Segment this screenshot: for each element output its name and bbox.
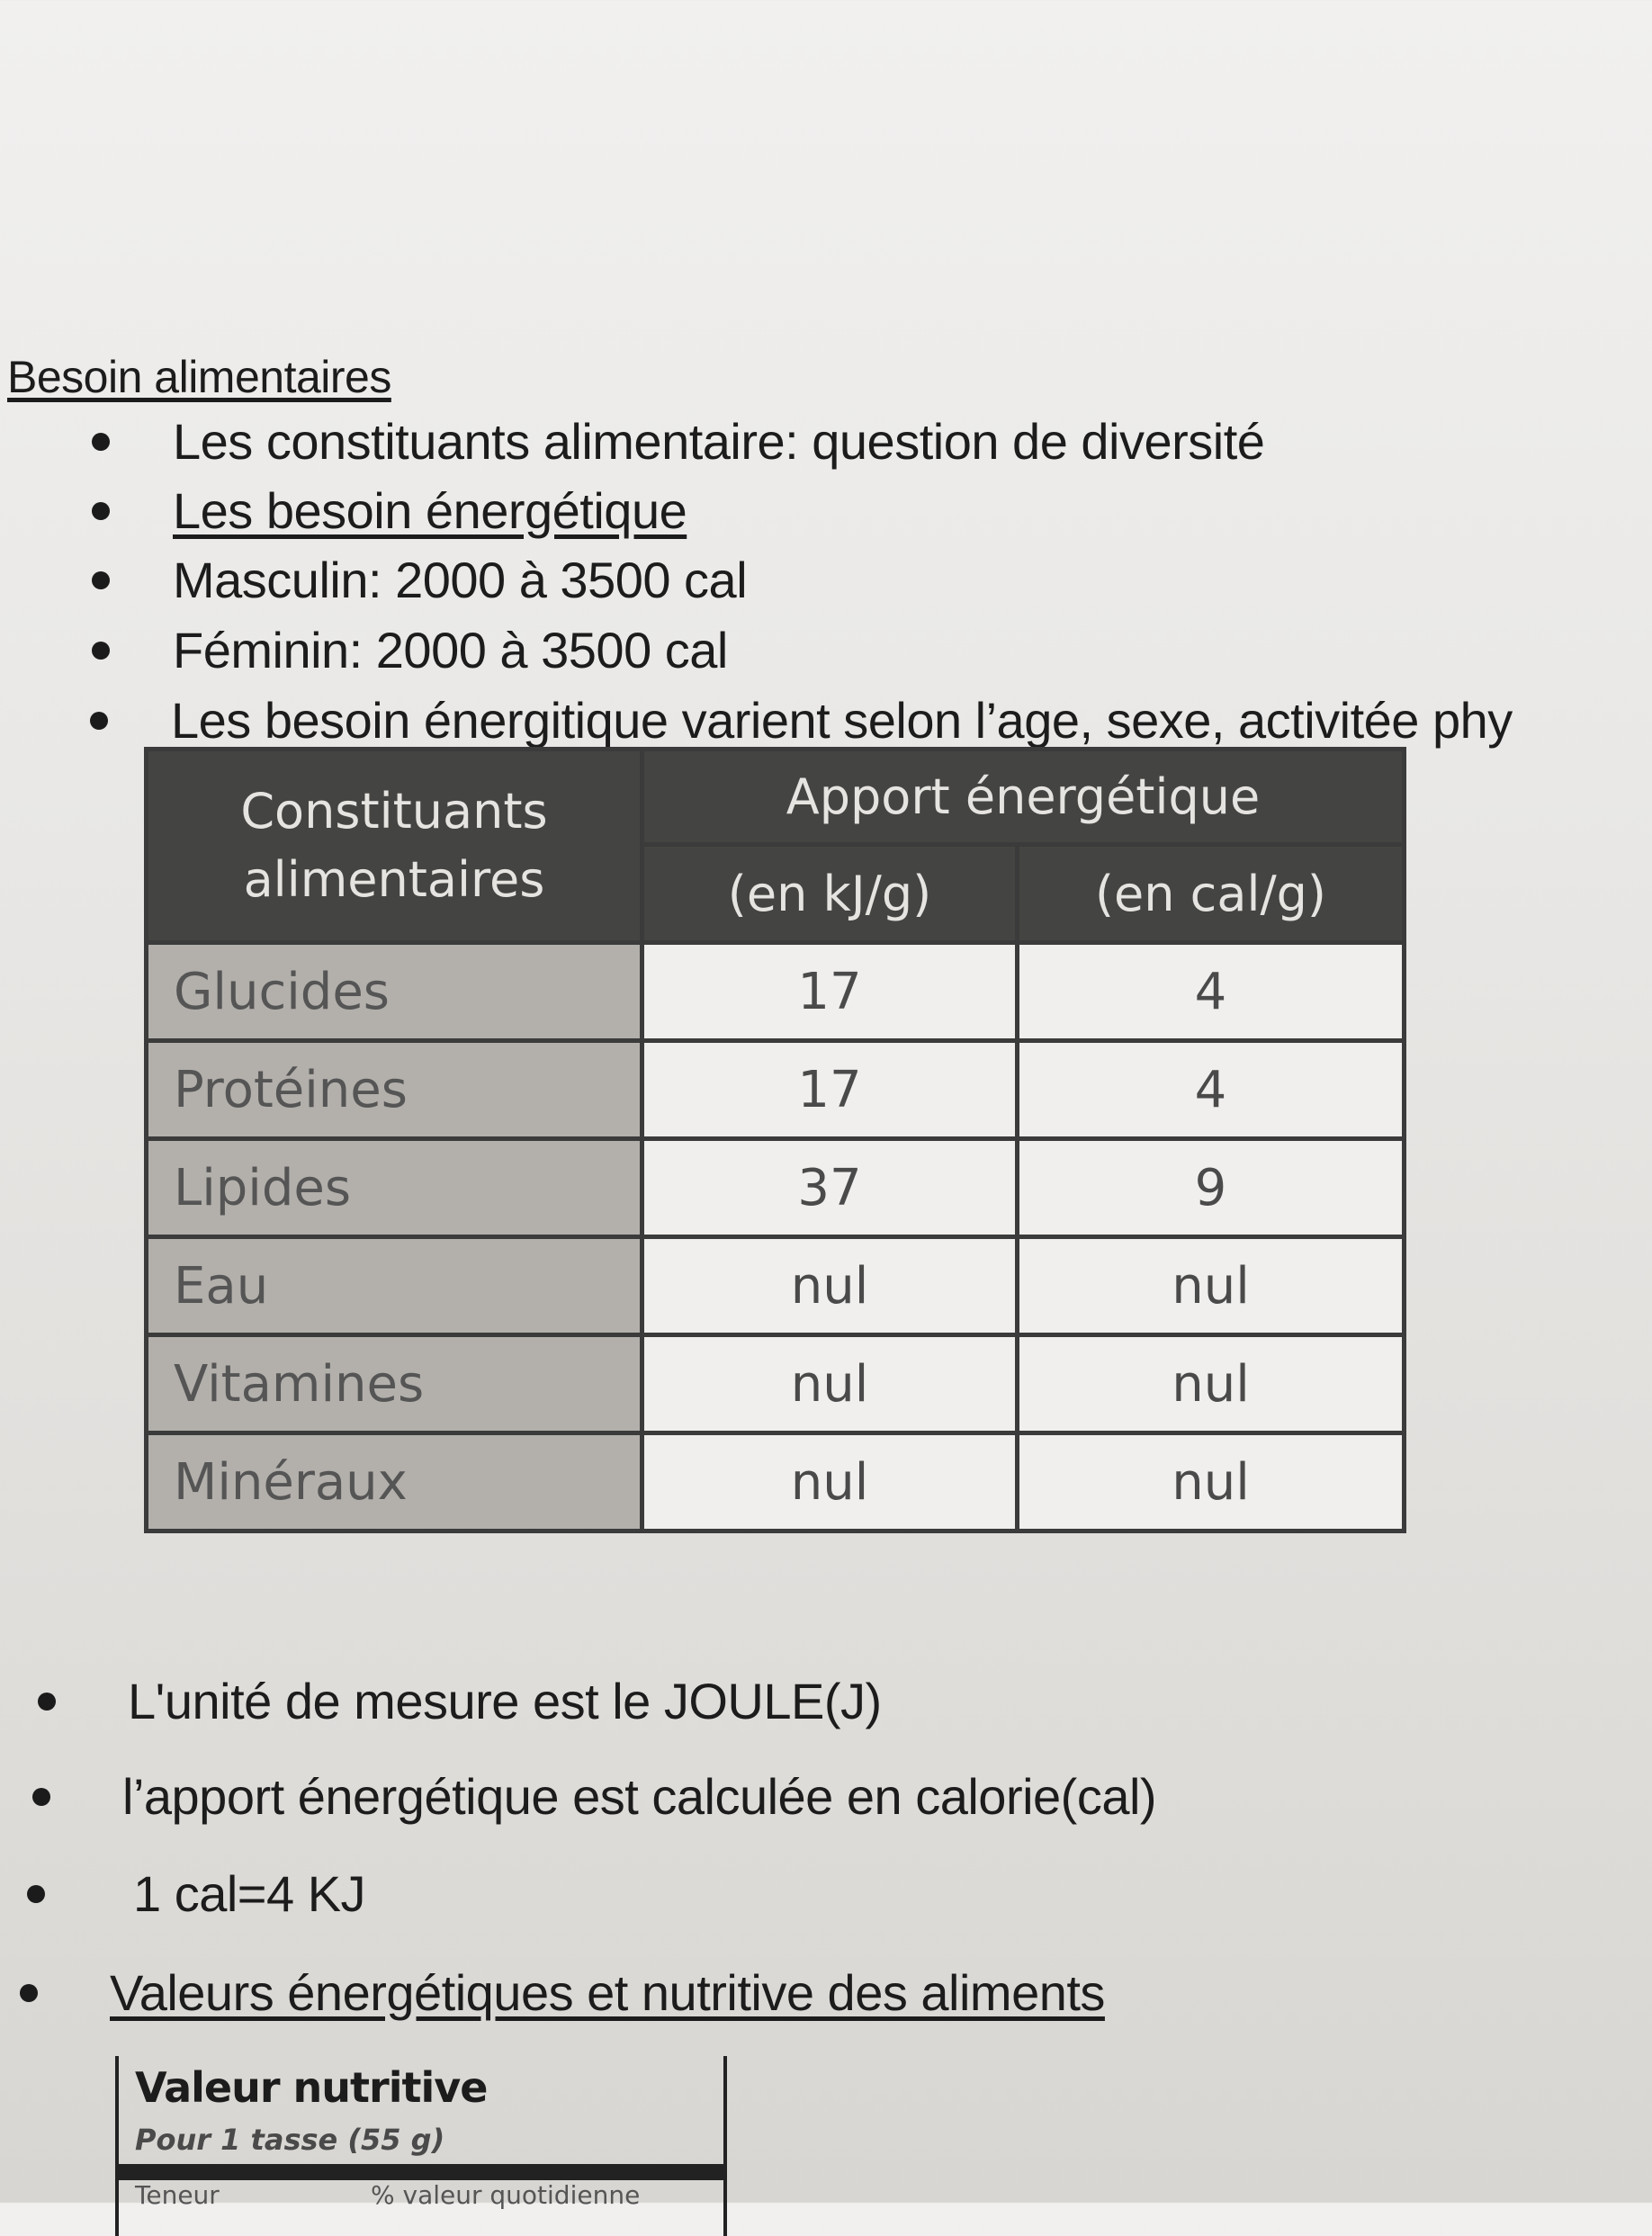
row-cal: 4 [1018,943,1405,1041]
row-kj: 17 [642,943,1018,1041]
row-kj: 37 [642,1139,1018,1237]
bullet-dot-icon [92,642,110,660]
bullet-dot-icon [27,1885,45,1903]
bullet-text: 1 cal=4 KJ [133,1865,366,1922]
table-row [147,943,1405,1041]
bullet-text: Les constituants alimentaire: question de diversité [173,413,1265,470]
row-name: Minéraux [147,1433,642,1531]
row-cal: nul [1018,1335,1405,1433]
nutrition-label-divider [119,2164,723,2180]
bullet-text: Féminin: 2000 à 3500 cal [173,622,728,678]
bullet-dot-icon [90,712,108,730]
bullet-item [32,1767,1156,1826]
bullet-text: Les besoin énergitique varient selon l’age, sexe, activitée phy [171,692,1513,749]
row-kj: nul [642,1335,1018,1433]
table-row [147,1335,1405,1433]
row-cal: 4 [1018,1041,1405,1139]
bullet-item [20,1963,1105,2022]
bullet-item [92,551,747,609]
row-cal: nul [1018,1433,1405,1531]
bullet-text: Masculin: 2000 à 3500 cal [173,552,748,608]
table-row [147,1041,1405,1139]
bullet-dot-icon [92,571,110,589]
energy-table [144,747,1406,1533]
bullet-text: Valeurs énergétiques et nutritive des aliments [110,1964,1105,2021]
table-header-kj: (en kJ/g) [642,845,1018,943]
row-kj: nul [642,1237,1018,1335]
bullet-item [27,1864,365,1923]
bullet-dot-icon [32,1788,50,1806]
table-header-apport: Apport énergétique [642,750,1405,845]
bullet-text: Les besoin énergétique [173,482,687,539]
table-header-cal: (en cal/g) [1018,845,1405,943]
table-row [147,1237,1405,1335]
row-kj: nul [642,1433,1018,1531]
nutrition-label [115,2056,727,2236]
row-name: Lipides [147,1139,642,1237]
bullet-item [92,621,728,679]
row-name: Glucides [147,943,642,1041]
bullet-dot-icon [38,1693,56,1711]
bullet-dot-icon [20,1984,38,2002]
nutrition-label-subtitle: Pour 1 tasse (55 g) [135,2123,445,2157]
row-name: Vitamines [147,1335,642,1433]
bullet-item [92,481,687,540]
nutrition-label-col-teneur: Teneur [135,2180,220,2210]
section-heading: Besoin alimentaires [7,352,391,402]
bullet-text: L'unité de mesure est le JOULE(J) [128,1673,882,1729]
bullet-item [92,412,1264,471]
bullet-text: l’apport énergétique est calculée en calorie(cal) [122,1768,1157,1825]
nutrition-label-col-daily: % valeur quotidienne [371,2180,641,2210]
bullet-item [90,691,1652,750]
row-cal: nul [1018,1237,1405,1335]
bullet-dot-icon [92,502,110,520]
table-row [147,1139,1405,1237]
row-cal: 9 [1018,1139,1405,1237]
row-name: Eau [147,1237,642,1335]
row-kj: 17 [642,1041,1018,1139]
bullet-dot-icon [92,433,110,451]
table-row [147,1433,1405,1531]
row-name: Protéines [147,1041,642,1139]
bullet-item [38,1672,882,1730]
table-header-constituents: Constituants alimentaires [147,750,642,943]
nutrition-label-title: Valeur nutritive [135,2063,488,2112]
